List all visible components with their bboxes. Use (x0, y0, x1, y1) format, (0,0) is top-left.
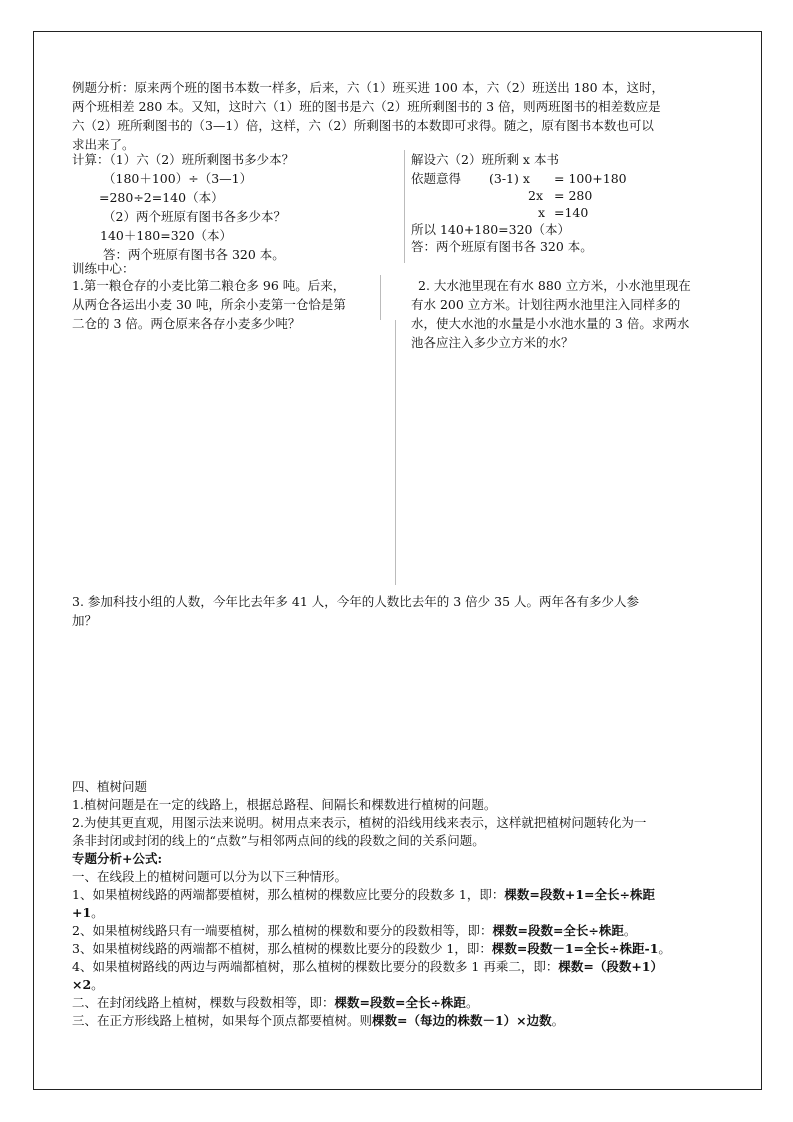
closed-line (72, 993, 478, 1012)
case-2-line (72, 921, 636, 940)
calc-right-eq1-right: = 100+180 (554, 171, 627, 186)
case-3-formula: 棵数=段数－1=全长÷株距-1 (491, 941, 659, 956)
square-text: 三、在正方形线路上植树，如果每个顶点都要植树。则 (72, 1013, 373, 1028)
calc-right-eq3-left: x (538, 205, 546, 220)
closed-text: 二、在封闭线路上植树，棵数与段数相等，即： (72, 995, 335, 1010)
question-2-line-3: 水，使大水池的水量是小水池水量的 3 倍。求两水 (411, 316, 690, 331)
calc-right-label: 依题意得 (411, 171, 462, 186)
calc-right-line-5: 所以 140+180=320（本） (411, 222, 570, 237)
training-heading: 训练中心： (72, 261, 135, 276)
case-4-cont-line (72, 975, 104, 994)
case-1-period: 。 (91, 905, 104, 920)
question-2-line-4: 池各应注入多少立方米的水？ (411, 335, 574, 350)
calc-right-line-6: 答：两个班原有图书各 320 本。 (411, 239, 593, 254)
formula-heading: 专题分析+公式: (72, 851, 163, 866)
square-line (72, 1011, 564, 1030)
case-2-text: 2、如果植树线路只有一端要植树，那么植树的棵数和要分的段数相等，即： (72, 923, 493, 938)
question-1-line-3: 二仓的 3 倍。两仓原来各存小麦多少吨？ (72, 316, 301, 331)
calc-right-eq2-left: 2x (528, 188, 544, 203)
case-1-cont-line (72, 903, 104, 922)
case-1-formula-cont: +1 (72, 905, 92, 920)
section-4-title: 四、植树问题 (72, 779, 148, 794)
case-4-text: 4、如果植树路线的两边与两端都植树，那么植树的棵数比要分的段数多 1 再乘二，即： (72, 959, 559, 974)
case-2-period: 。 (623, 923, 637, 938)
question-3-line-2: 加？ (72, 613, 98, 628)
calc-right-eq1-left: (3-1) x (489, 171, 530, 186)
closed-period: 。 (465, 995, 479, 1010)
square-period: 。 (551, 1013, 565, 1028)
example-analysis-line-1: 例题分析：原来两个班的图书本数一样多，后来，六（1）班买进 100 本，六（2）班送出 180 本，这时， (72, 80, 665, 95)
training-divider (395, 320, 396, 585)
square-formula: 棵数=（每边的株数－1）×边数 (372, 1013, 552, 1028)
calc-right-eq3-right: =140 (554, 205, 589, 220)
example-analysis-line-4: 求出来了。 (72, 137, 135, 152)
section-4-def-2-line-1: 2.为使其更直观，用图示法来说明。树用点来表示，植树的沿线用线来表示，这样就把植树问题转化为一 (72, 815, 647, 830)
case-3-text: 3、如果植树线路的两端都不植树，那么植树的棵数比要分的段数少 1，即： (72, 941, 492, 956)
case-intro: 一、在线段上的植树问题可以分为以下三种情形。 (72, 869, 348, 884)
question-3-line-1: 3. 参加科技小组的人数，今年比去年多 41 人，今年的人数比去年的 3 倍少 35 人。两年各有多少人参 (72, 594, 640, 609)
section-4-def-2-line-2: 条非封闭或封闭的线上的“点数”与相邻两点间的线的段数之间的关系问题。 (72, 833, 485, 848)
calc-left-line-6: 答：两个班原有图书各 320 本。 (103, 247, 285, 262)
question-1-line-2: 从两仓各运出小麦 30 吨，所余小麦第一仓恰是第 (72, 297, 346, 312)
case-4-line (72, 957, 663, 976)
closed-formula: 棵数=段数=全长÷株距 (334, 995, 466, 1010)
case-1-text: 1、如果植树线路的两端都要植树，那么植树的棵数应比要分的段数多 1，即： (72, 887, 505, 902)
calc-right-eq2-right: = 280 (554, 188, 593, 203)
calc-left-line-2: （180＋100）÷（3—1） (103, 171, 253, 186)
calc-left-line-5: 140＋180=320（本） (100, 228, 233, 243)
question-1-line-1: 1.第一粮仓存的小麦比第二粮仓多 96 吨。后来， (72, 278, 346, 293)
case-4-formula: 棵数=（段数+1） (558, 959, 664, 974)
calc-divider (404, 150, 405, 263)
case-3-period: 。 (658, 941, 671, 956)
training-divider-top (380, 275, 381, 320)
example-analysis-line-2: 两个班相差 280 本。又知，这时六（1）班的图书是六（2）班所剩图书的 3 倍，则两班图书的相差数应是 (72, 99, 661, 114)
calc-right-line-1: 解设六（2）班所剩 x 本书 (411, 152, 559, 167)
case-1-line (72, 885, 655, 904)
case-3-line (72, 939, 671, 958)
question-2-line-1: 2. 大水池里现在有水 880 立方米，小水池里现在 (418, 278, 691, 293)
calc-left-line-1: 计算：（1）六（2）班所剩图书多少本？ (72, 152, 295, 167)
case-4-formula-cont: ×2 (72, 977, 92, 992)
case-1-formula: 棵数=段数+1=全长÷株距 (504, 887, 655, 902)
case-4-period: 。 (91, 977, 104, 992)
calc-left-line-4: （2）两个班原有图书各多少本？ (103, 209, 286, 224)
section-4-def-1: 1.植树问题是在一定的线路上，根据总路程、间隔长和棵数进行植树的问题。 (72, 797, 497, 812)
calc-left-line-3: =280÷2=140（本） (99, 190, 224, 205)
example-analysis-line-3: 六（2）班所剩图书的（3—1）倍，这样，六（2）所剩图书的本数即可求得。随之，原有图书本数也可以 (72, 118, 654, 133)
question-2-line-2: 有水 200 立方米。计划往两水池里注入同样多的 (411, 297, 681, 312)
case-2-formula: 棵数=段数=全长÷株距 (492, 923, 624, 938)
